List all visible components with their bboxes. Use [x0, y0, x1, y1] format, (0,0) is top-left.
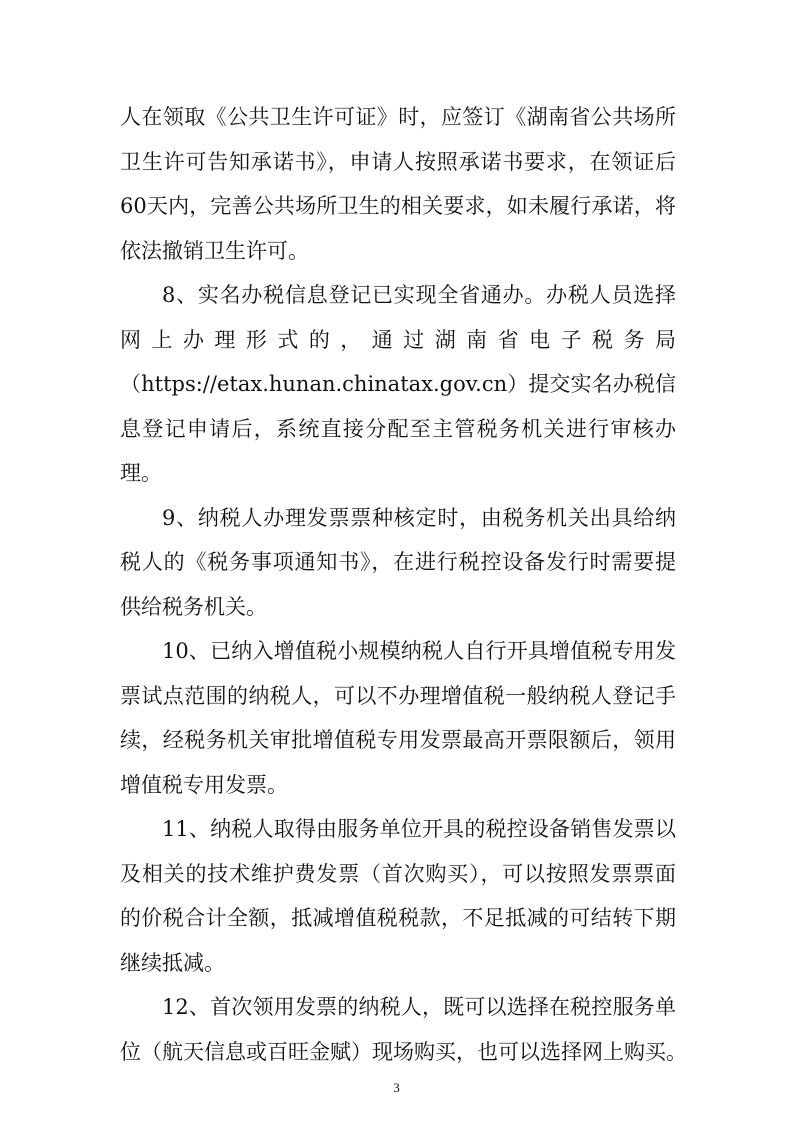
paragraph-line: 网上办理形式的，通过湖南省电子税务局	[120, 328, 676, 352]
paragraph-line: 理。	[120, 461, 162, 485]
paragraph-line: 人在领取《公共卫生许可证》时，应签订《湖南省公共场所	[120, 105, 676, 129]
paragraph-line: 60天内，完善公共场所卫生的相关要求，如未履行承诺，将	[120, 194, 676, 218]
paragraph-line: 增值税专用发票。	[120, 773, 288, 797]
paragraph-item-8: 8、实名办税信息登记已实现全省通办。办税人员选择	[162, 283, 676, 307]
paragraph-line: 息登记申请后，系统直接分配至主管税务机关进行审核办	[120, 417, 676, 441]
paragraph-line: 票试点范围的纳税人，可以不办理增值税一般纳税人登记手	[120, 684, 676, 708]
paragraph-item-10: 10、已纳入增值税小规模纳税人自行开具增值税专用发	[162, 639, 676, 663]
paragraph-line: 的价税合计全额，抵减增值税税款，不足抵减的可结转下期	[120, 906, 676, 930]
paragraph-line: 税人的《税务事项通知书》，在进行税控设备发行时需要提	[120, 550, 676, 574]
page-number: 3	[393, 1080, 400, 1095]
paragraph-line: 位（航天信息或百旺金赋）现场购买，也可以选择网上购买。	[120, 1040, 687, 1064]
paragraph-item-9: 9、纳税人办理发票票种核定时，由税务机关出具给纳	[162, 506, 676, 530]
paragraph-line-url: （https://etax.hunan.chinatax.gov.cn）提交实名办税信	[120, 372, 676, 396]
paragraph-line: 依法撤销卫生许可。	[120, 239, 309, 263]
paragraph-line: 供给税务机关。	[120, 595, 267, 619]
paragraph-item-11: 11、纳税人取得由服务单位开具的税控设备销售发票以	[162, 817, 676, 841]
paragraph-item-12: 12、首次领用发票的纳税人，既可以选择在税控服务单	[162, 995, 676, 1019]
paragraph-line: 继续抵减。	[120, 951, 225, 975]
paragraph-line: 卫生许可告知承诺书》，申请人按照承诺书要求，在领证后	[120, 150, 676, 174]
paragraph-line: 及相关的技术维护费发票（首次购买），可以按照发票票面	[120, 862, 676, 886]
paragraph-line: 续，经税务机关审批增值税专用发票最高开票限额后，领用	[120, 728, 676, 752]
